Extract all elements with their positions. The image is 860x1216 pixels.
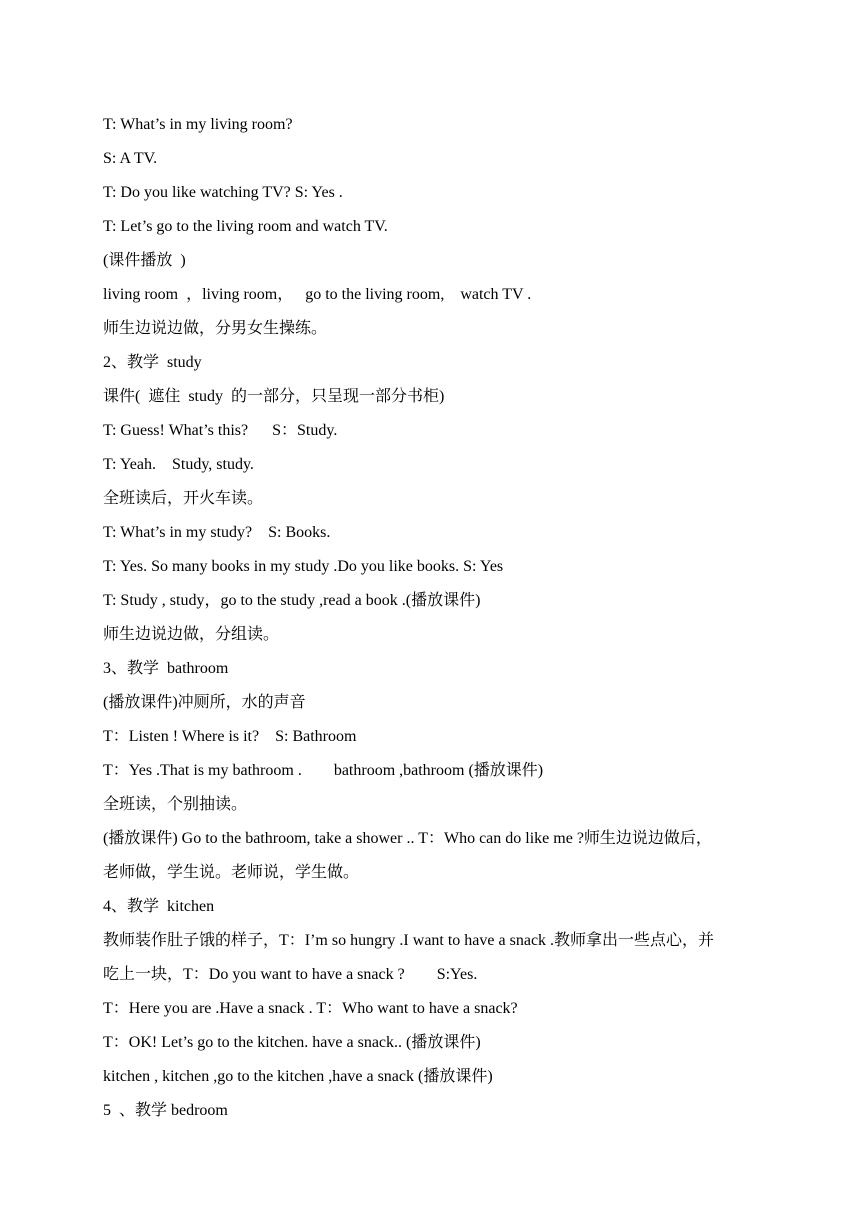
text-line: (播放课件) Go to the bathroom, take a shower .. T：Who can do like me ?师生边说边做后， — [103, 830, 712, 847]
text-line: 老师做，学生说。老师说，学生做。 — [103, 864, 360, 881]
section-heading: 5 、教学 bedroom — [103, 1102, 228, 1119]
section-heading: 2、教学 study — [103, 354, 202, 371]
text-line: living room ，living room， go to the living room, watch TV . — [103, 286, 532, 303]
section-heading: 4、教学 kitchen — [103, 898, 215, 915]
text-line: T：Yes .That is my bathroom . bathroom ,bathroom (播放课件) — [103, 762, 544, 779]
text-line: 全班读，个别抽读。 — [103, 796, 248, 813]
text-line: T: Study , study，go to the study ,read a book .(播放课件) — [103, 592, 481, 609]
text-line: T：OK! Let’s go to the kitchen. have a snack.. (播放课件) — [103, 1034, 481, 1051]
text-line: T：Here you are .Have a snack . T：Who want to have a snack? — [103, 1000, 518, 1017]
text-line: T: Do you like watching TV? S: Yes . — [103, 184, 343, 201]
text-line: 吃上一块，T：Do you want to have a snack ? S:Yes. — [103, 966, 478, 983]
text-line: T: Yes. So many books in my study .Do you like books. S: Yes — [103, 558, 504, 575]
section-heading: 3、教学 bathroom — [103, 660, 229, 677]
text-line: (播放课件)冲厕所，水的声音 — [103, 694, 306, 711]
document-page — [103, 108, 768, 1128]
text-line: (课件播放 ) — [103, 252, 186, 269]
text-line: 师生边说边做，分组读。 — [103, 626, 280, 643]
text-line: kitchen , kitchen ,go to the kitchen ,have a snack (播放课件) — [103, 1068, 493, 1085]
text-line: T: Guess! What’s this? S：Study. — [103, 422, 338, 439]
text-line: 师生边说边做，分男女生操练。 — [103, 320, 328, 337]
text-line: T: Yeah. Study, study. — [103, 456, 254, 473]
text-line: S: A TV. — [103, 150, 158, 167]
text-line: T: Let’s go to the living room and watch TV. — [103, 218, 388, 235]
text-line: T: What’s in my living room? — [103, 116, 293, 133]
text-line: 课件( 遮住 study 的一部分，只呈现一部分书柜) — [103, 388, 445, 405]
text-line: T: What’s in my study? S: Books. — [103, 524, 331, 541]
text-line: 教师装作肚子饿的样子，T：I’m so hungry .I want to have a snack .教师拿出一些点心，并 — [103, 932, 715, 949]
text-line: 全班读后，开火车读。 — [103, 490, 264, 507]
text-line: T：Listen ! Where is it? S: Bathroom — [103, 728, 357, 745]
